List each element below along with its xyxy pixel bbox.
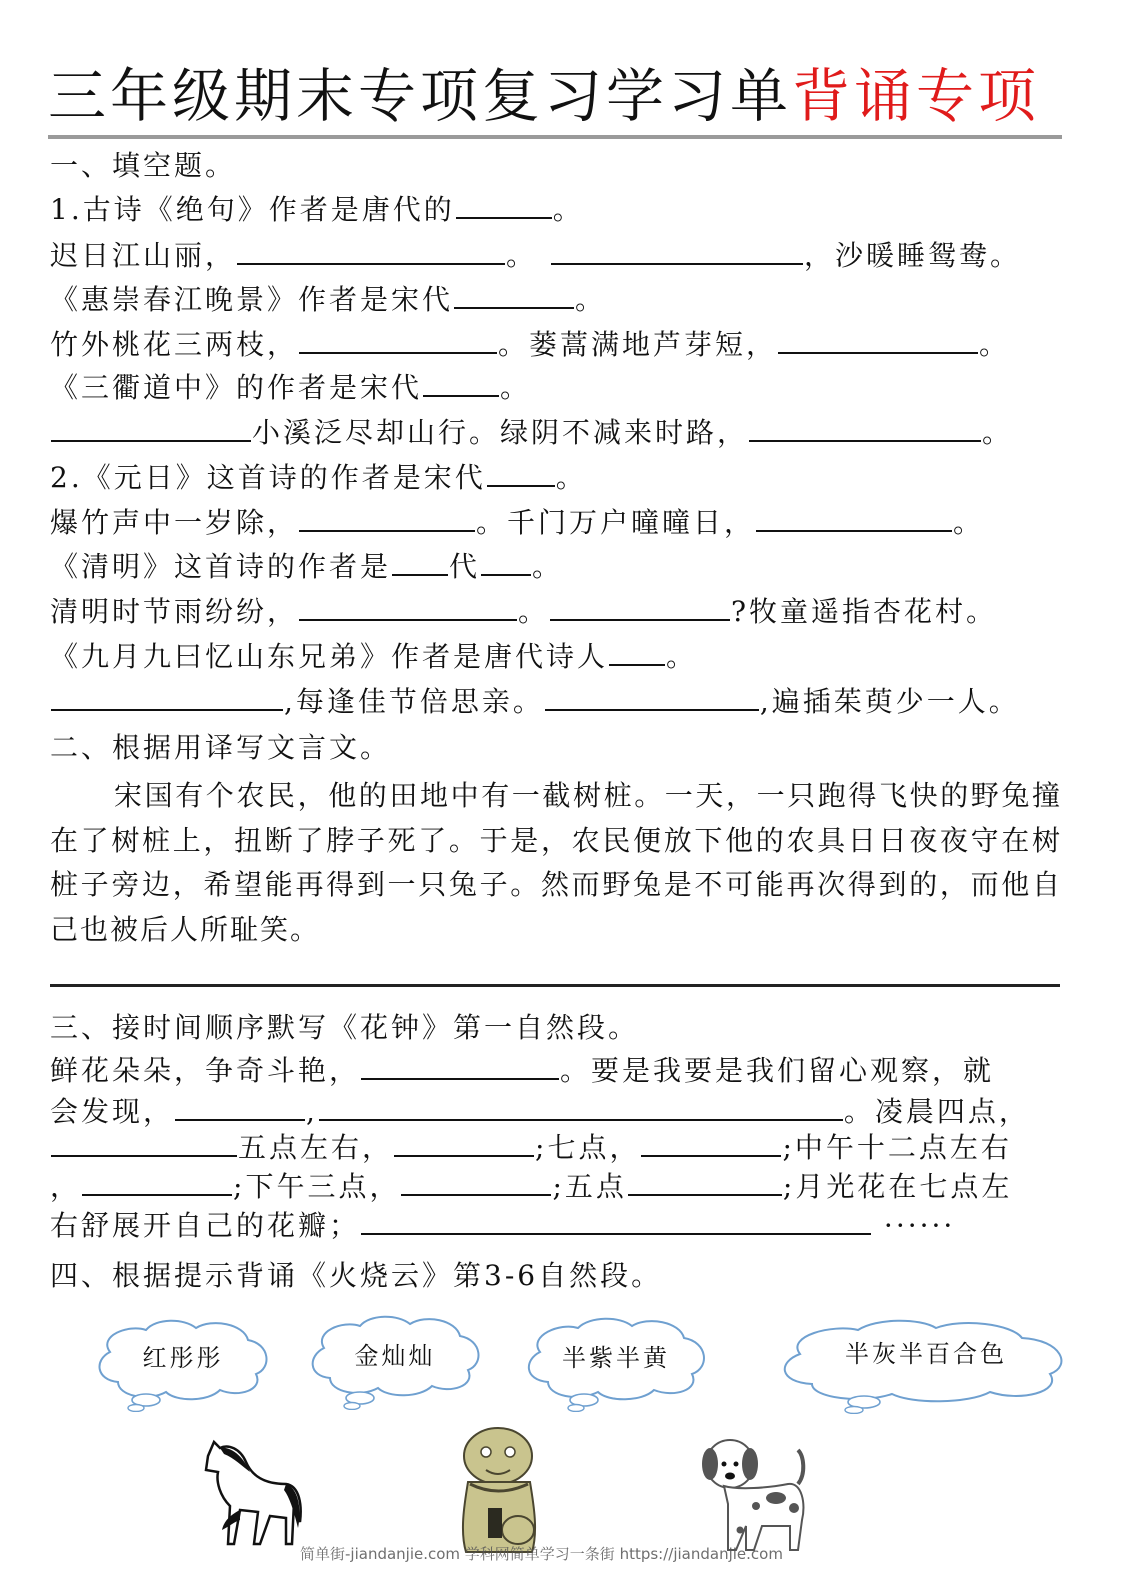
- recite-line-3: 五点左右， ;七点， ;中午十二点左右: [50, 1128, 1012, 1168]
- answer-blank[interactable]: [423, 369, 499, 397]
- section2-heading: 二、根据用译写文言文。: [50, 731, 392, 764]
- answer-blank[interactable]: [299, 504, 475, 532]
- fill-line-3: 《惠崇春江晚景》作者是宋代 。: [50, 283, 607, 316]
- fill-line-7: 2.《元日》这首诗的作者是宋代 。: [50, 461, 587, 494]
- answer-blank[interactable]: [481, 548, 531, 576]
- answer-blank[interactable]: [550, 593, 730, 621]
- answer-blank[interactable]: [361, 1052, 559, 1080]
- answer-blank[interactable]: [778, 326, 978, 354]
- recite-line-5: 右舒展开自己的花瓣； ······: [50, 1209, 956, 1242]
- section3-heading: 三、接时间顺序默写《花钟》第一自然段。: [50, 1011, 640, 1044]
- fill-line-6: 小溪泛尽却山行。绿阴不减来时路， 。: [50, 413, 1013, 453]
- recite-line-2: 会发现， , 。凌晨四点，: [50, 1095, 1030, 1128]
- answer-blank[interactable]: [749, 414, 981, 442]
- section2-passage: 宋国有个农民，他的田地中有一截树桩。一天，一只跑得飞快的野兔撞在了树桩上，扭断了脖子死了。于是，农民便放下他的农具日日夜夜守在树桩子旁边，希望能再得到一只兔子。然而野兔是不可能再次得到的，而他自己也被后人所耻笑。: [50, 779, 1062, 946]
- answer-blank[interactable]: [628, 1168, 782, 1196]
- cloud-label: 金灿灿: [354, 1342, 436, 1370]
- answer-blank[interactable]: [609, 638, 665, 666]
- watermark-text: 简单街-jiandanjie.com 学科网简单学习一条街 https://jiandanjie.com: [300, 1545, 783, 1563]
- cloud-label: 半紫半黄: [562, 1344, 670, 1372]
- hint-cloud-4: [772, 1318, 1080, 1414]
- fill-line-5: 《三衢道中》的作者是宋代 。: [50, 371, 532, 404]
- page-title: [48, 58, 1068, 134]
- hint-cloud-1: [88, 1316, 278, 1412]
- answer-blank[interactable]: [299, 593, 517, 621]
- dalmatian-dog-image: [698, 1434, 818, 1554]
- answer-blank[interactable]: [641, 1129, 781, 1157]
- fill-line-1: 1.古诗《绝句》作者是唐代的 。: [50, 193, 584, 226]
- fill-line-2: 迟日江山丽， 。 ，沙暖睡鸳鸯。: [50, 239, 1022, 272]
- fill-line-4: 竹外桃花三两枝， 。蒌蒿满地芦芽短， 。: [50, 328, 1011, 361]
- answer-line[interactable]: [50, 984, 1060, 987]
- dog-icon: [698, 1434, 818, 1554]
- answer-blank[interactable]: [51, 414, 251, 442]
- answer-blank[interactable]: [401, 1168, 551, 1196]
- answer-blank[interactable]: [545, 683, 759, 711]
- title-main: 三年级期末专项复习学习单: [48, 62, 793, 130]
- answer-blank[interactable]: [487, 459, 555, 487]
- cloud-label: 半灰半百合色: [845, 1340, 1007, 1368]
- answer-blank[interactable]: [456, 191, 552, 219]
- section4-heading: 四、根据提示背诵《火烧云》第3-6自然段。: [50, 1259, 663, 1292]
- answer-blank[interactable]: [392, 548, 448, 576]
- hint-cloud-2: [304, 1314, 486, 1410]
- answer-blank[interactable]: [51, 1129, 237, 1157]
- fill-line-11: 《九月九曰忆山东兄弟》作者是唐代诗人 。: [50, 640, 698, 673]
- recite-line-1: 鲜花朵朵，争奇斗艳， 。要是我要是我们留心观察，就: [50, 1054, 995, 1087]
- fill-line-10: 清明时节雨纷纷， 。 ?牧童遥指杏花村。: [50, 595, 998, 628]
- answer-blank[interactable]: [82, 1168, 232, 1196]
- answer-blank[interactable]: [551, 237, 803, 265]
- answer-blank[interactable]: [175, 1093, 305, 1121]
- stone-lion-image: [446, 1426, 550, 1558]
- fill-line-12: ,每逢佳节倍思亲。 ,遍插茱萸少一人。: [50, 682, 1020, 722]
- stone-lion-icon: [446, 1426, 550, 1558]
- title-divider: [48, 135, 1062, 139]
- fill-line-8: 爆竹声中一岁除， 。千门万户曈曈日， 。: [50, 506, 985, 539]
- horse-icon: [194, 1432, 304, 1552]
- recite-line-4: ， ;下午三点， ;五点 ;月光花在七点左: [50, 1170, 1013, 1203]
- answer-blank[interactable]: [319, 1093, 843, 1121]
- answer-blank[interactable]: [237, 237, 505, 265]
- answer-blank[interactable]: [394, 1129, 534, 1157]
- section1-heading: 一、填空题。: [50, 149, 237, 182]
- answer-blank[interactable]: [454, 281, 574, 309]
- fill-line-9: 《清明》这首诗的作者是 代 。: [50, 550, 564, 583]
- hint-cloud-3: [518, 1316, 714, 1412]
- horse-image: [194, 1432, 304, 1552]
- answer-blank[interactable]: [51, 683, 283, 711]
- title-highlight: 背诵专项: [792, 62, 1041, 130]
- answer-blank[interactable]: [299, 326, 497, 354]
- answer-blank[interactable]: [756, 504, 952, 532]
- answer-blank[interactable]: [361, 1207, 871, 1235]
- cloud-label: 红彤彤: [142, 1344, 224, 1372]
